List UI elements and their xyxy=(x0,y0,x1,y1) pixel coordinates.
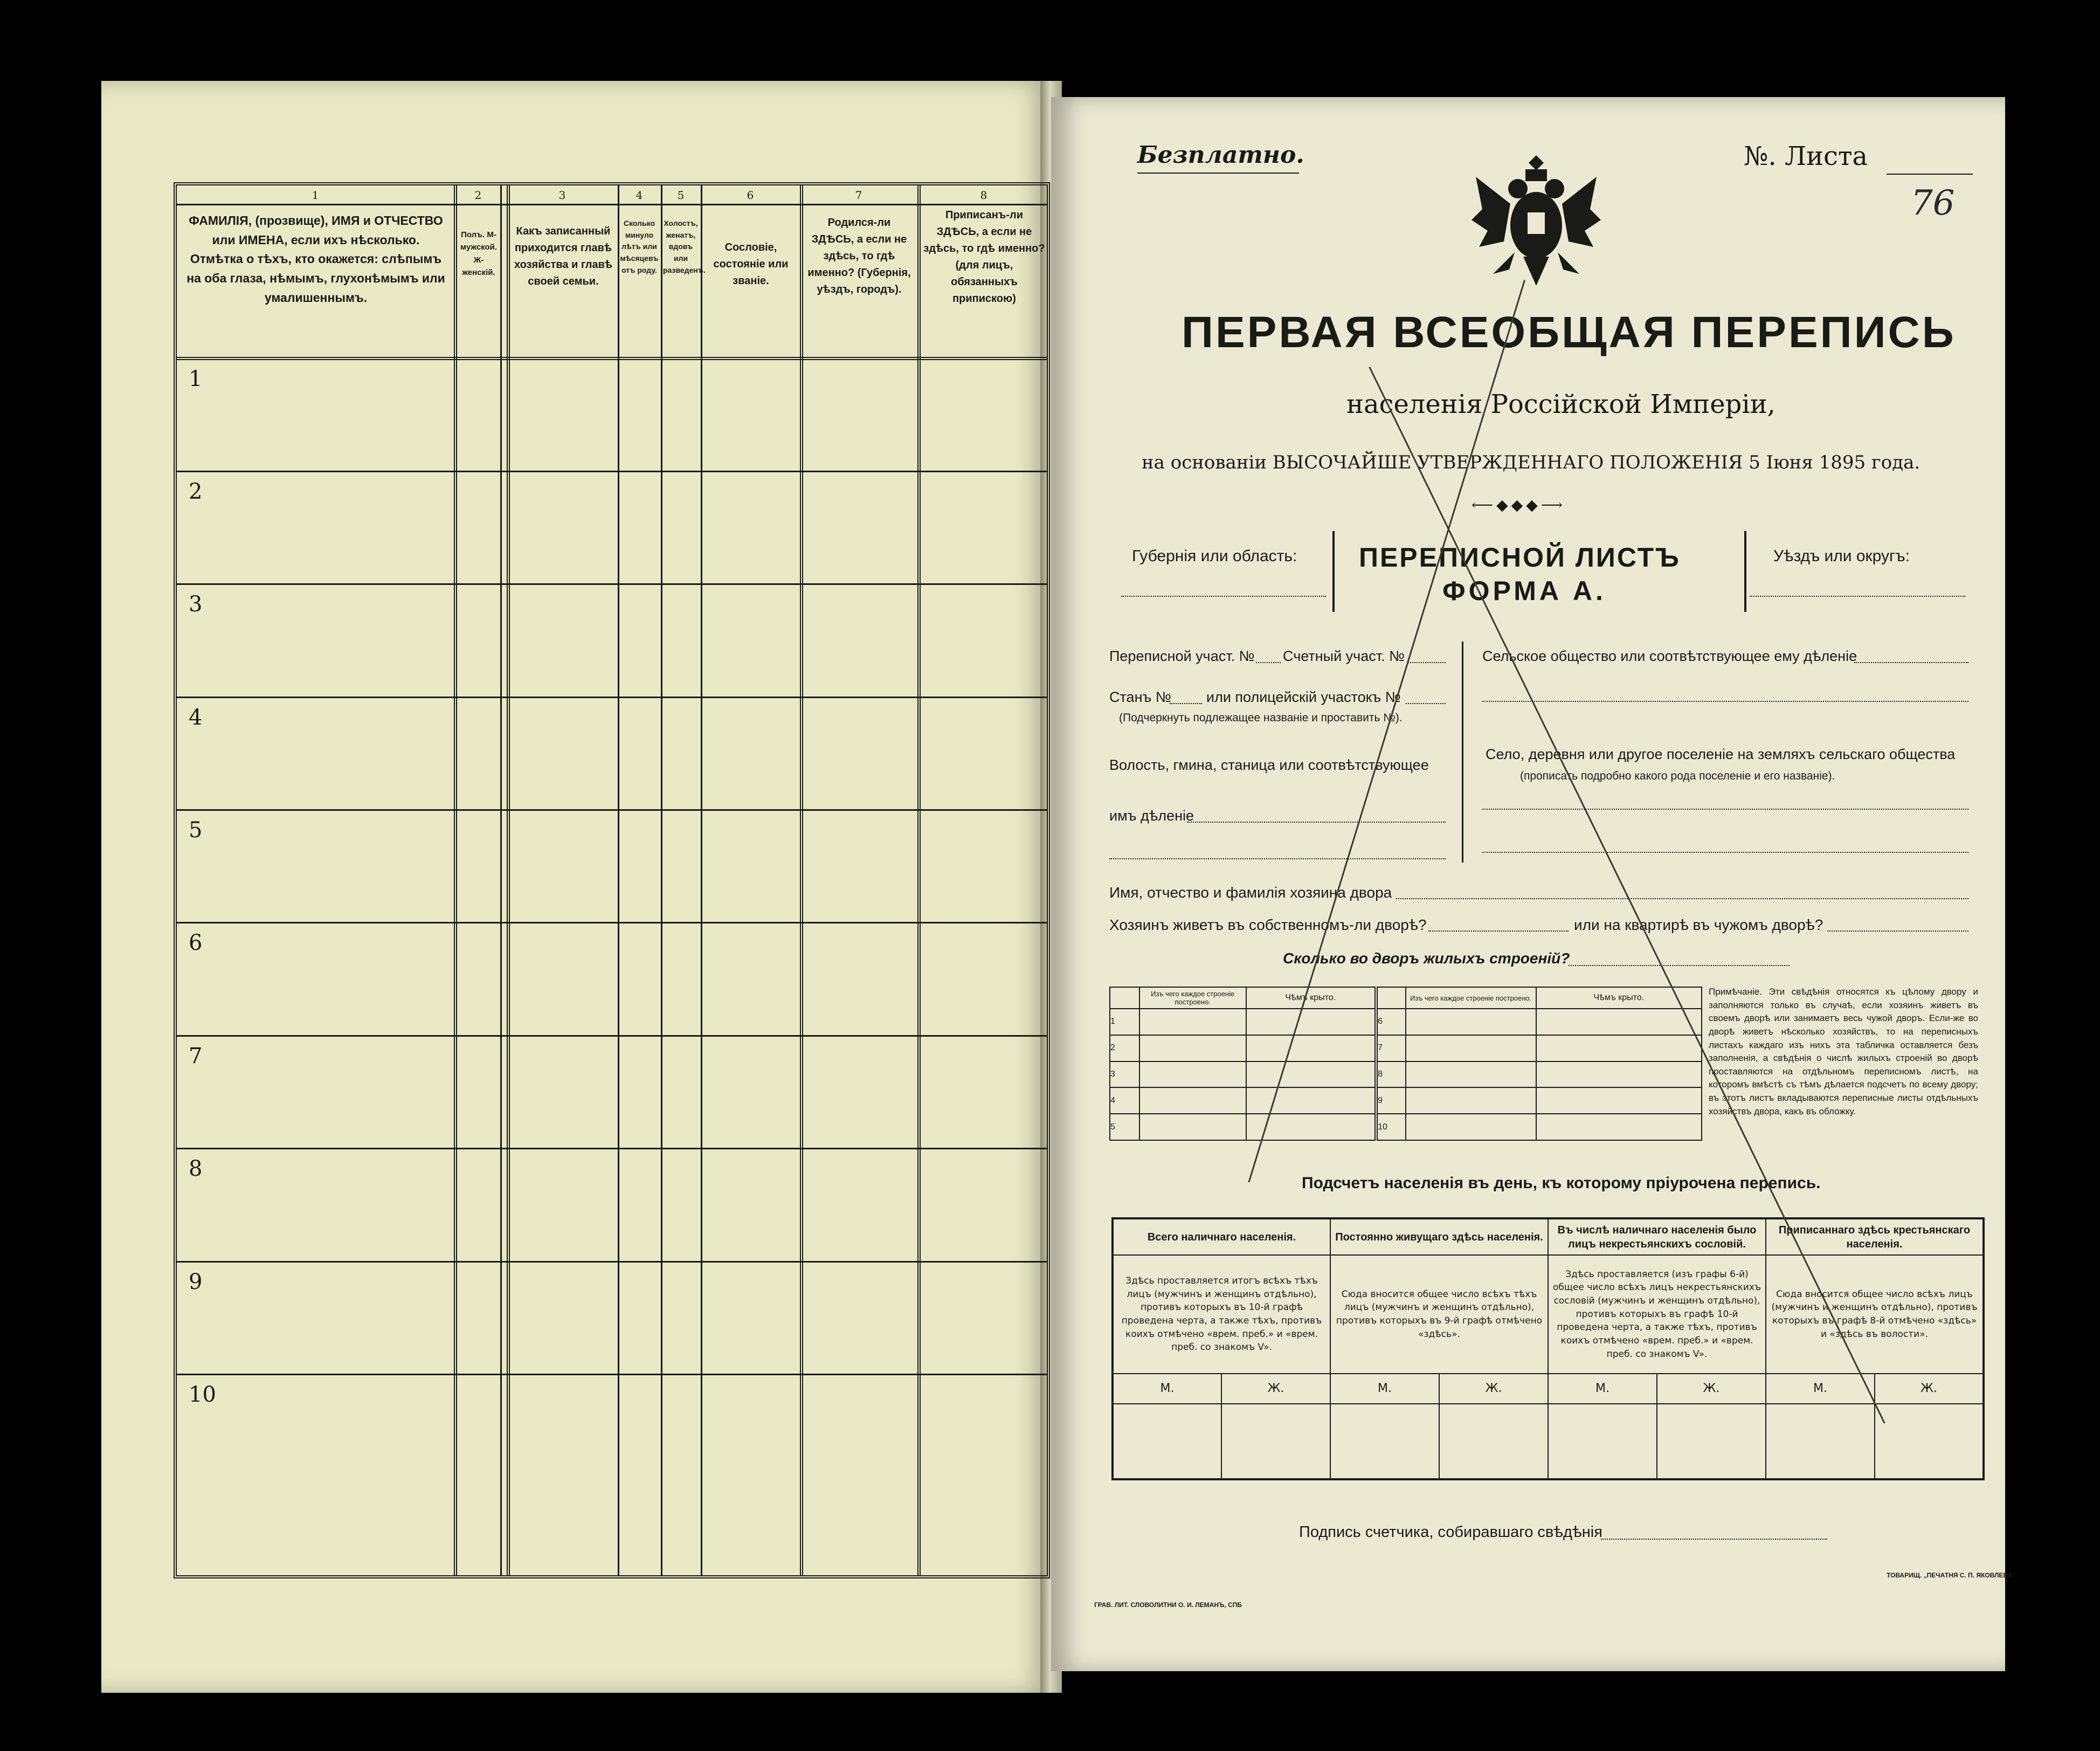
header-bottom xyxy=(177,357,1047,360)
bld-cell[interactable] xyxy=(1406,1087,1536,1114)
village-label: Село, деревня или другое поселеніе на земляхъ сельскаго общества xyxy=(1486,746,1956,762)
row-number: 4 xyxy=(189,705,203,730)
bld-cell[interactable] xyxy=(1139,1009,1246,1035)
column-number: 6 xyxy=(747,189,754,202)
address-divider xyxy=(1462,642,1463,863)
column-divider xyxy=(500,185,502,1575)
column-number: 1 xyxy=(312,189,319,202)
count-cell[interactable] xyxy=(1548,1404,1657,1479)
column-number: 4 xyxy=(635,189,643,202)
bld-row-number: 8 xyxy=(1376,1061,1406,1088)
sheet-number-line xyxy=(1887,174,1973,175)
row-number: 10 xyxy=(189,1382,216,1407)
row-divider xyxy=(177,1148,1047,1149)
count-cell[interactable] xyxy=(1875,1404,1984,1479)
row-divider xyxy=(177,471,1047,472)
volost-label-2: имъ дѣленіе xyxy=(1109,808,1194,824)
rural-society-field-2[interactable] xyxy=(1482,701,1968,702)
census-entries-table xyxy=(174,182,1050,1578)
row-number: 9 xyxy=(189,1270,203,1294)
sheet-number-label: №. Листа xyxy=(1744,141,1868,171)
bld-cell[interactable] xyxy=(1406,1009,1536,1035)
column-divider xyxy=(800,185,803,1575)
province-field[interactable] xyxy=(1121,596,1326,597)
column-divider xyxy=(661,185,662,1575)
census-title: ПЕРВАЯ ВСЕОБЩАЯ ПЕРЕПИСЬ xyxy=(1182,308,1956,357)
row-divider xyxy=(177,1374,1047,1375)
or-apartment-label: или на квартирѣ въ чужомъ дворѣ? xyxy=(1574,916,1823,933)
bld-cell[interactable] xyxy=(1246,1035,1377,1061)
signature-label: Подпись счетчика, собиравшаго свѣдѣнія xyxy=(1299,1523,1602,1541)
census-subtitle: населенія Россійской Имперіи, xyxy=(1346,389,1776,419)
free-underline xyxy=(1137,173,1299,174)
count-body-nonpeasant: Здѣсь проставляется (изъ графы 6-й) общее число всѣхъ лицъ некрестьянскихъ сословій (мужчинъ и женщинъ отдѣльно), противъ которыхъ въ графѣ 10-й проведена черта, а также тѣхъ, противъ коихъ отмѣчено «врем. преб.» и «врем. преб. со знакомъ V». xyxy=(1548,1255,1766,1374)
volost-field[interactable] xyxy=(1187,822,1446,823)
row-divider xyxy=(177,697,1047,698)
count-female-header: Ж. xyxy=(1875,1374,1984,1404)
underline-note: (Подчеркнуть подлежащее названіе и проставить №). xyxy=(1119,712,1403,724)
count-head-nonpeasant: Въ числѣ наличнаго населенія было лицъ некрестьянскихъ сословій. xyxy=(1548,1218,1766,1255)
bld-row-number: 1 xyxy=(1110,1009,1139,1035)
column-number: 2 xyxy=(474,189,482,202)
column-divider xyxy=(917,185,921,1575)
row-number: 7 xyxy=(189,1044,203,1068)
bld-cell[interactable] xyxy=(1139,1114,1246,1140)
imprint-left: ГРАВ. ЛИТ. СЛОВОЛИТНИ О. И. ЛЕМАНЪ, СПБ xyxy=(1094,1601,1242,1609)
bld-cell[interactable] xyxy=(1246,1061,1377,1088)
village-note: (прописать подробно какого рода поселеніе и его названіе). xyxy=(1520,770,1835,782)
count-male-header: М. xyxy=(1766,1374,1875,1404)
counting-section-label: Счетный участ. № xyxy=(1283,648,1405,664)
police-section-label: или полицейскій участокъ № xyxy=(1206,689,1401,705)
bld-row-number: 7 xyxy=(1376,1035,1406,1061)
bld-cell[interactable] xyxy=(1536,1087,1702,1114)
count-title: Подсчетъ населенія въ день, къ которому пріурочена перепись. xyxy=(1302,1174,1821,1192)
bld-cell[interactable] xyxy=(1406,1061,1536,1088)
column-header-name: ФАМИЛІЯ, (прозвище), ИМЯ и ОТЧЕСТВО или ИМЕНА, если ихъ нѣсколько. Отмѣтка о тѣхъ, кто окажется: слѣпымъ на оба глаза, нѣмымъ, глухонѣмымъ или умалишеннымъ. xyxy=(186,213,445,305)
row-number: 1 xyxy=(189,367,203,391)
column-divider xyxy=(507,185,510,1575)
count-male-header: М. xyxy=(1330,1374,1439,1404)
imprint-right: ТОВАРИЩ. „ПЕЧАТНЯ С. П. ЯКОВЛЕВА“ xyxy=(1887,1571,2016,1579)
row-divider xyxy=(177,809,1047,811)
form-label: ФОРМА А. xyxy=(1442,576,1606,606)
sheet-title: ПЕРЕПИСНОЙ ЛИСТЪ xyxy=(1359,542,1681,573)
row-divider xyxy=(177,922,1047,923)
count-body-present: Здѣсь проставляется итогъ всѣхъ тѣхъ лицъ (мужчинъ и женщинъ отдѣльно), противъ которыхъ въ 10-й графѣ проведена черта, а также тѣхъ, противъ коихъ отмѣчено «врем. преб.» и «врем. преб. со знакомъ V». xyxy=(1113,1255,1330,1374)
bld-cell[interactable] xyxy=(1406,1114,1536,1140)
owner-lives-label: Хозяинъ живетъ въ собственномъ-ли дворѣ? xyxy=(1109,916,1427,933)
imperial-eagle-icon xyxy=(1472,144,1601,290)
owner-name-label: Имя, отчество и фамилія хозяина двора xyxy=(1109,884,1392,901)
column-header-birthplace: Родился-ли ЗДѢСЬ, а если не здѣсь, то гдѣ именно? (Губернія, уѣздъ, городъ). xyxy=(807,217,911,295)
form-header-box xyxy=(1105,531,1968,612)
bld-cell[interactable] xyxy=(1139,1061,1246,1088)
sheet-title-cell xyxy=(1332,531,1746,612)
bld-row-number: 2 xyxy=(1110,1035,1139,1061)
count-cell[interactable] xyxy=(1113,1404,1221,1479)
column-header-estate: Сословіе, состояніе или званіе. xyxy=(713,242,789,287)
census-section-label: Переписной участ. № xyxy=(1109,648,1255,664)
header-divider xyxy=(177,204,1047,205)
police-section-field[interactable] xyxy=(1406,703,1446,704)
count-female-header: Ж. xyxy=(1221,1374,1330,1404)
or-apartment-field[interactable] xyxy=(1827,930,1968,932)
row-number: 2 xyxy=(189,479,203,504)
bld-row-number: 6 xyxy=(1376,1009,1406,1035)
count-head-permanent: Постоянно живущаго здѣсь населенія. xyxy=(1330,1218,1548,1255)
row-number: 5 xyxy=(189,818,203,843)
count-cell[interactable] xyxy=(1657,1404,1766,1479)
column-number: 5 xyxy=(677,189,685,202)
count-cell[interactable] xyxy=(1439,1404,1548,1479)
column-header-marital: Холостъ, женатъ, вдовъ или разведенъ. xyxy=(663,219,706,274)
bld-cell[interactable] xyxy=(1536,1035,1702,1061)
count-cell[interactable] xyxy=(1221,1404,1330,1479)
bld-cell[interactable] xyxy=(1246,1087,1377,1114)
stan-field[interactable] xyxy=(1170,703,1202,704)
column-header-age: Сколько минуло лѣтъ или мѣсяцевъ отъ роду. xyxy=(620,219,659,274)
bld-row-number: 5 xyxy=(1110,1114,1139,1140)
bld-row-number: 10 xyxy=(1376,1114,1406,1140)
district-label: Уѣздъ или округъ: xyxy=(1773,547,1910,565)
stan-label: Станъ № xyxy=(1109,689,1171,705)
count-cell[interactable] xyxy=(1330,1404,1439,1479)
bld-cell[interactable] xyxy=(1406,1035,1536,1061)
free-label: Безплатно. xyxy=(1137,141,1304,169)
count-female-header: Ж. xyxy=(1439,1374,1548,1404)
bld-col-material: Изъ чего каждое строеніе построено. xyxy=(1406,987,1536,1009)
bld-cell[interactable] xyxy=(1246,1009,1377,1035)
count-male-header: М. xyxy=(1548,1374,1657,1404)
signature-field[interactable] xyxy=(1601,1539,1827,1540)
column-header-relation: Какъ записанный приходится главѣ хозяйства и главѣ своей семьи. xyxy=(514,225,612,287)
census-section-field[interactable] xyxy=(1256,662,1281,663)
handwritten-sheet-number: 76 xyxy=(1911,183,1955,223)
count-head-registered: Приписаннаго здѣсь крестьянскаго населенія. xyxy=(1766,1218,1984,1255)
owner-name-field[interactable] xyxy=(1396,898,1968,899)
bld-cell[interactable] xyxy=(1536,1061,1702,1088)
row-number: 3 xyxy=(189,592,203,617)
district-field[interactable] xyxy=(1750,596,1965,597)
count-body-registered: Сюда вносится общее число всѣхъ лицъ (мужчинъ и женщинъ отдѣльно), противъ которыхъ въ графѣ 8-й отмѣчено «здѣсь» и «здѣсь въ волости». xyxy=(1766,1255,1984,1374)
volost-field-2[interactable] xyxy=(1109,858,1446,859)
buildings-field[interactable] xyxy=(1569,965,1790,966)
count-cell[interactable] xyxy=(1766,1404,1875,1479)
bld-col-material: Изъ чего каждое строеніе построено. xyxy=(1139,987,1246,1009)
count-body-permanent: Сюда вносится общее число всѣхъ тѣхъ лицъ (мужчинъ и женщинъ отдѣльно), противъ которыхъ въ 9-й графѣ отмѣчено «здѣсь». xyxy=(1330,1255,1548,1374)
bld-row-number: 4 xyxy=(1110,1087,1139,1114)
population-count-table xyxy=(1111,1217,1985,1480)
count-female-header: Ж. xyxy=(1657,1374,1766,1404)
buildings-question: Сколько во дворъ жилыхъ строеній? xyxy=(1283,950,1570,967)
ornament-divider: ⟵◆◆◆⟶ xyxy=(1472,496,1566,514)
bld-cell[interactable] xyxy=(1139,1087,1246,1114)
bld-col-roof: Чѣмъ крыто. xyxy=(1536,987,1702,1009)
column-number: 7 xyxy=(855,189,862,202)
bld-cell[interactable] xyxy=(1139,1035,1246,1061)
row-number: 8 xyxy=(189,1156,203,1181)
bld-cell[interactable] xyxy=(1536,1009,1702,1035)
bld-col-roof: Чѣмъ крыто. xyxy=(1246,987,1377,1009)
count-male-header: М. xyxy=(1113,1374,1221,1404)
bld-cell[interactable] xyxy=(1536,1114,1702,1140)
count-head-present: Всего наличнаго населенія. xyxy=(1113,1218,1330,1255)
row-divider xyxy=(177,1261,1047,1263)
province-label: Губернія или область: xyxy=(1132,547,1297,565)
rural-society-field[interactable] xyxy=(1854,662,1968,663)
row-divider xyxy=(177,1035,1047,1037)
rural-society-label: Сельское общество или соотвѣтствующее ему дѣленіе xyxy=(1482,648,1857,664)
column-header-registration: Приписанъ-ли ЗДѢСЬ, а если не здѣсь, то гдѣ именно? (для лицъ, обязанныхъ припискою) xyxy=(923,209,1045,305)
buildings-table xyxy=(1109,987,1702,1141)
bld-row-number: 3 xyxy=(1110,1061,1139,1088)
volost-label: Волость, гмина, станица или соотвѣтствующее xyxy=(1109,757,1429,773)
column-divider xyxy=(701,185,702,1575)
column-header-sex: Полъ. М-мужской. Ж-женскій. xyxy=(460,230,498,277)
column-divider xyxy=(454,185,457,1575)
counting-section-field[interactable] xyxy=(1408,662,1446,663)
column-divider xyxy=(618,185,619,1575)
census-basis: на основаніи ВЫСОЧАЙШЕ УТВЕРЖДЕННАГО ПОЛОЖЕНІЯ 5 Іюня 1895 года. xyxy=(1142,452,1921,473)
row-number: 6 xyxy=(189,930,203,955)
village-field[interactable] xyxy=(1482,809,1968,810)
village-field-2[interactable] xyxy=(1482,852,1968,853)
buildings-note: Примѣчаніе. Эти свѣдѣнія относятся къ цѣлому двору и заполняются только въ случаѣ, если хозяинъ живетъ въ своемъ дворѣ или занимаетъ весь чужой дворъ. Если-же во дворѣ живетъ нѣсколько хозяйствъ, то на переписныхъ листахъ каждаго изъ нихъ эта табличка оставляется безъ заполненія, а свѣдѣнія о числѣ жилыхъ строеній во дворѣ проставляются на отдѣльномъ переписномъ листѣ, на которомъ вмѣстѣ съ тѣмъ дѣлается подсчетъ по всему двору; въ этотъ листъ вкладываются переписные листы отдѣльныхъ хозяйствъ двора, какъ въ обложку. xyxy=(1709,987,1978,1116)
owner-lives-field[interactable] xyxy=(1428,930,1569,932)
column-number: 3 xyxy=(558,189,566,202)
column-number: 8 xyxy=(980,189,987,202)
bld-row-number: 9 xyxy=(1376,1087,1406,1114)
row-divider xyxy=(177,583,1047,585)
